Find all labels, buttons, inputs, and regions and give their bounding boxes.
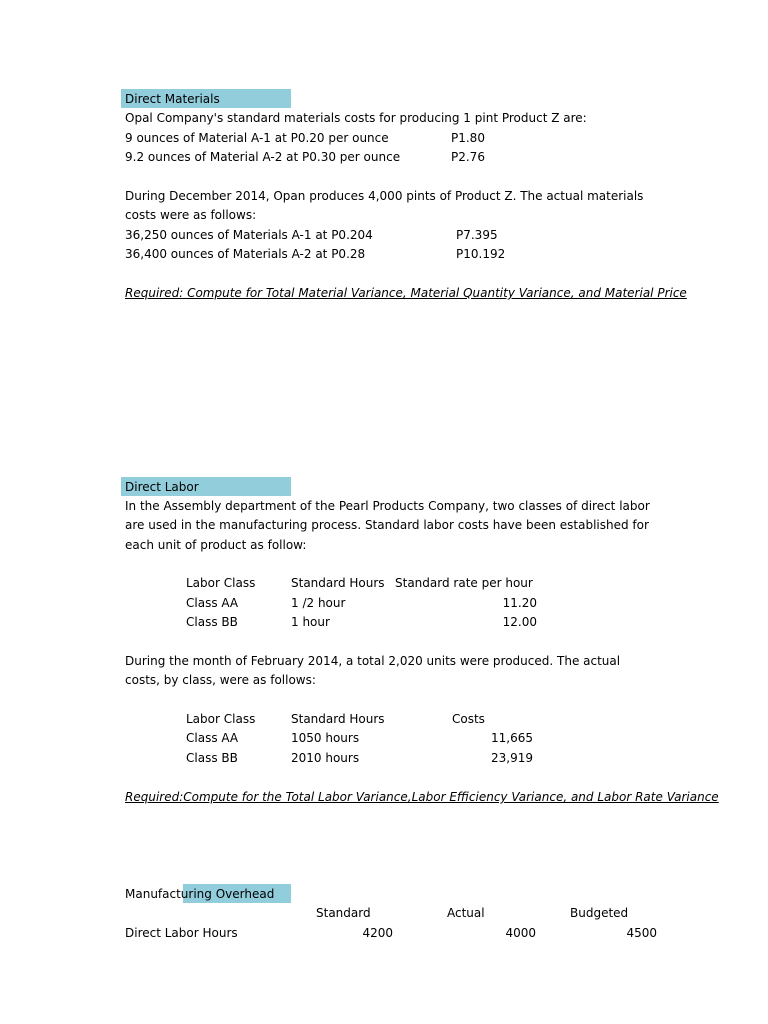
overhead-column-header: Standard <box>316 906 371 920</box>
actual-line-amount: P7.395 <box>456 228 498 242</box>
materials-actual-intro: costs were as follows: <box>125 208 257 222</box>
standard-line-label: 9.2 ounces of Material A-2 at P0.30 per ounce <box>125 150 401 164</box>
table-header: Standard rate per hour <box>395 576 533 590</box>
table-cell: 2010 hours <box>291 751 360 765</box>
labor-intro: each unit of product as follow: <box>125 538 307 552</box>
standard-line-label: 9 ounces of Material A-1 at P0.20 per ounce <box>125 131 389 145</box>
labor-intro: In the Assembly department of the Pearl Products Company, two classes of direct labor <box>125 499 650 513</box>
table-cell: 23,919 <box>491 751 533 765</box>
actual-line-label: 36,250 ounces of Materials A-1 at P0.204 <box>125 228 373 242</box>
labor-intro: are used in the manufacturing process. Standard labor costs have been established for <box>125 518 649 532</box>
materials-required: Required: Compute for Total Material Variance, Material Quantity Variance, and Material Price <box>125 286 687 300</box>
materials-actual-intro: During December 2014, Opan produces 4,000 pints of Product Z. The actual materials <box>125 189 644 203</box>
labor-actual-intro: During the month of February 2014, a total 2,020 units were produced. The actual <box>125 654 621 668</box>
standard-line-amount: P1.80 <box>451 131 485 145</box>
direct-labor-heading: Direct Labor <box>125 480 199 494</box>
manufacturing-overhead-heading: Manufacturing Overhead <box>125 887 275 901</box>
table-header: Costs <box>452 712 485 726</box>
table-cell: 1 hour <box>291 615 330 629</box>
table-cell: 1 /2 hour <box>291 596 346 610</box>
labor-required: Required:Compute for the Total Labor Variance,Labor Efficiency Variance, and Labor Rate Variance <box>125 790 719 804</box>
overhead-cell: 4200 <box>362 926 393 940</box>
table-cell: Class BB <box>186 615 238 629</box>
overhead-column-header: Actual <box>447 906 485 920</box>
table-header: Labor Class <box>186 576 256 590</box>
standard-line-amount: P2.76 <box>451 150 485 164</box>
table-cell: 12.00 <box>502 615 537 629</box>
actual-line-label: 36,400 ounces of Materials A-2 at P0.28 <box>125 247 366 261</box>
actual-line-amount: P10.192 <box>456 247 506 261</box>
table-cell: 11.20 <box>502 596 537 610</box>
table-cell: 11,665 <box>491 731 533 745</box>
materials-intro: Opal Company's standard materials costs for producing 1 pint Product Z are: <box>125 111 587 125</box>
overhead-cell: 4500 <box>626 926 657 940</box>
table-header: Standard Hours <box>291 576 385 590</box>
labor-actual-intro: costs, by class, were as follows: <box>125 673 316 687</box>
direct-materials-heading: Direct Materials <box>125 92 220 106</box>
table-cell: Class AA <box>186 596 239 610</box>
table-cell: Class AA <box>186 731 239 745</box>
table-header: Labor Class <box>186 712 256 726</box>
overhead-cell: 4000 <box>505 926 536 940</box>
table-header: Standard Hours <box>291 712 385 726</box>
table-cell: Class BB <box>186 751 238 765</box>
overhead-row-label: Direct Labor Hours <box>125 926 238 940</box>
table-cell: 1050 hours <box>291 731 360 745</box>
overhead-column-header: Budgeted <box>570 906 629 920</box>
